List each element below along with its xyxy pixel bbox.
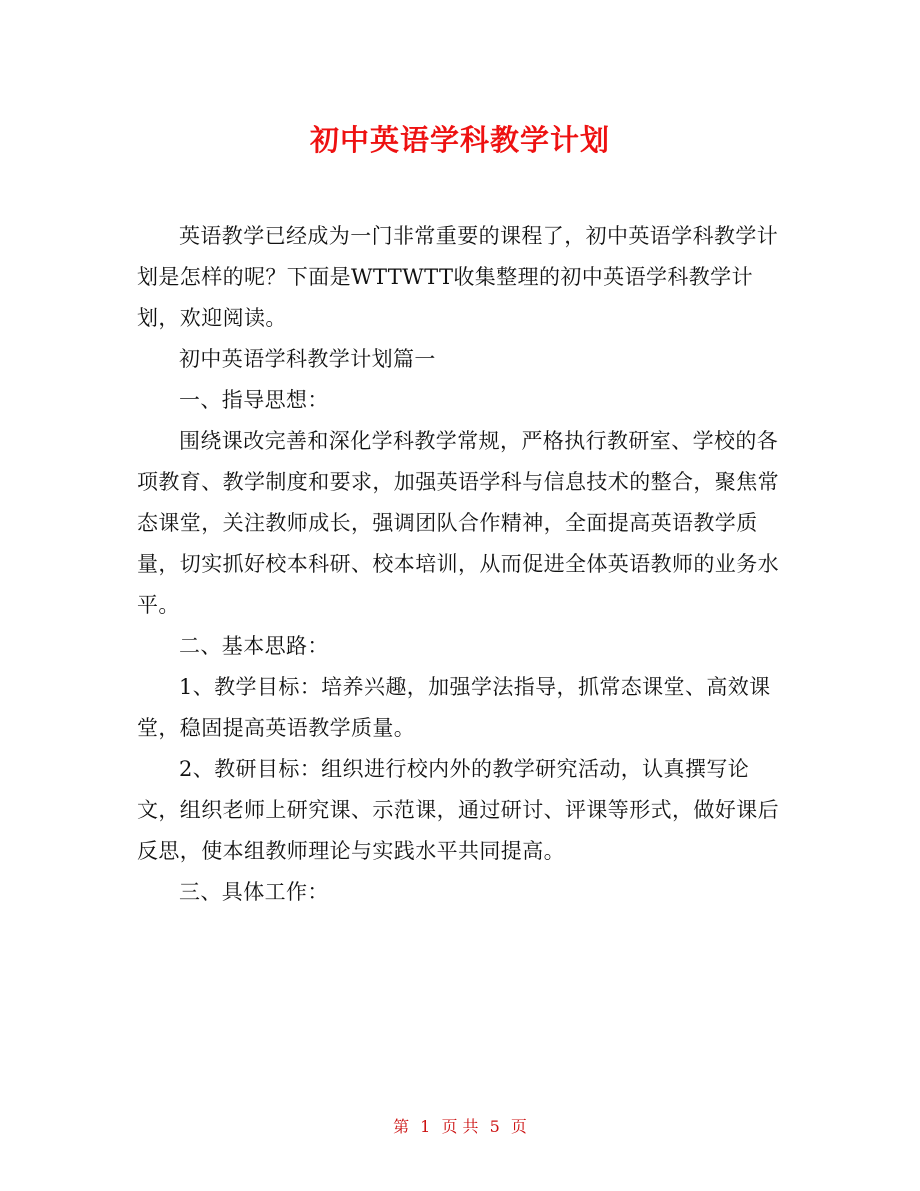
heading-guiding-ideology: 一、指导思想：	[179, 388, 329, 412]
teaching-goal-paragraph: 1、教学目标：培养兴趣，加强学法指导，抓常态课堂、高效课堂，稳固提高英语教学质量。	[137, 675, 771, 740]
footer-label-pages: 页	[510, 1117, 527, 1136]
section-heading-part-one: 初中英语学科教学计划篇一	[179, 347, 436, 371]
document-body	[137, 216, 785, 913]
footer-current-page: 1	[420, 1117, 431, 1136]
footer-total-pages: 5	[489, 1117, 500, 1136]
intro-paragraph: 英语教学已经成为一门非常重要的课程了，初中英语学科教学计划是怎样的呢？下面是WTTWTT收集整理的初中英语学科教学计划，欢迎阅读。	[137, 224, 779, 330]
footer-label-of: 页 共	[441, 1117, 479, 1136]
document-title: 初中英语学科教学计划	[309, 123, 610, 157]
research-goal-paragraph: 2、教研目标：组织进行校内外的教学研究活动，认真撰写论文，组织老师上研究课、示范课，通过研讨、评课等形式，做好课后反思，使本组教师理论与实践水平共同提高。	[137, 757, 779, 863]
heading-basic-approach: 二、基本思路：	[179, 634, 329, 658]
page-footer	[0, 1114, 920, 1137]
guiding-ideology-paragraph: 围绕课改完善和深化学科教学常规，严格执行教研室、学校的各项教育、教学制度和要求，加强英语学科与信息技术的整合，聚焦常态课堂，关注教师成长，强调团队合作精神，全面提高英语教学质量，切实抓好校本科研、校本培训，从而促进全体英语教师的业务水平。	[137, 429, 779, 617]
heading-specific-work: 三、具体工作：	[179, 880, 329, 904]
footer-label-page: 第	[393, 1117, 410, 1136]
